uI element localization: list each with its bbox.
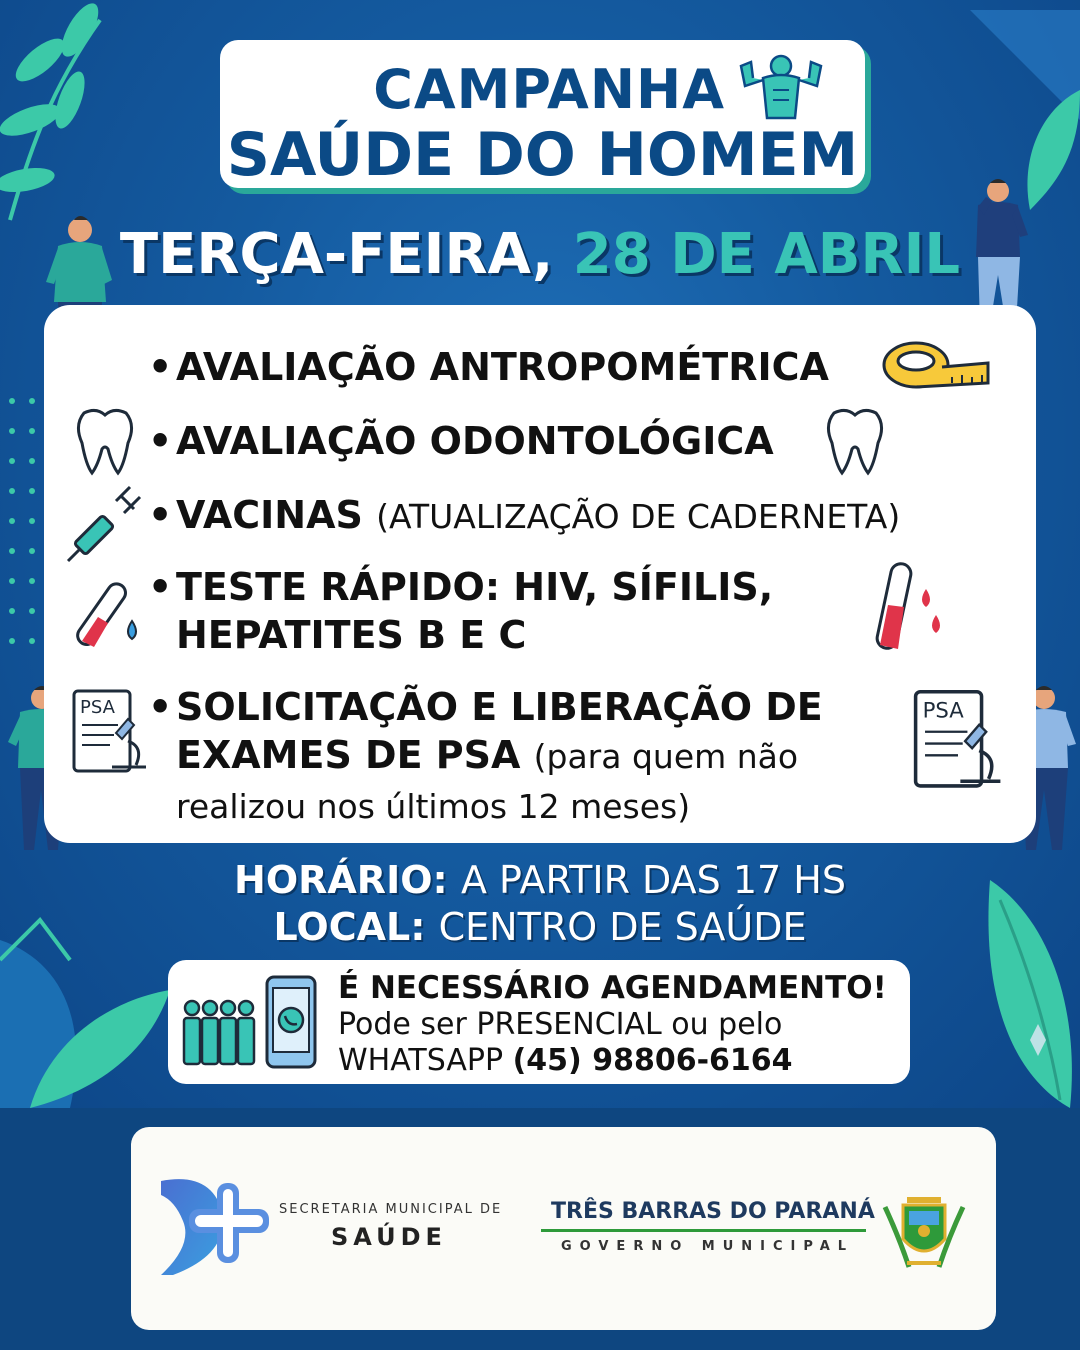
government-label: GOVERNO MUNICIPAL xyxy=(561,1239,855,1254)
dots-left-icon xyxy=(6,395,46,655)
city-name: TRÊS BARRAS DO PARANÁ xyxy=(551,1199,875,1224)
syringe-icon xyxy=(64,485,144,565)
booking-line-2: Pode ser PRESENCIAL ou pelo xyxy=(338,1007,783,1042)
test-tube-left-icon xyxy=(68,575,148,655)
whatsapp-phone-icon xyxy=(264,974,318,1070)
measuring-tape-icon xyxy=(882,337,992,397)
footer xyxy=(131,1127,996,1330)
booking-card xyxy=(168,960,910,1084)
tooth-right-icon xyxy=(824,405,886,477)
schedule-place: LOCAL: CENTRO DE SAÚDE xyxy=(273,905,807,949)
city-coat-of-arms-icon xyxy=(879,1187,969,1273)
booking-phone[interactable]: (45) 98806-6164 xyxy=(512,1043,793,1078)
health-secretariat-logo-icon xyxy=(153,1175,271,1281)
psa-left-label: PSA xyxy=(80,697,115,718)
title-line-1: CAMPANHA xyxy=(373,58,725,121)
date-weekday: TERÇA-FEIRA, xyxy=(119,222,554,287)
muscle-man-icon xyxy=(735,52,827,122)
list-item: •TESTE RÁPIDO: HIV, SÍFILIS, HEPATITES B E C xyxy=(148,565,774,657)
title-line-2: SAÚDE DO HOMEM xyxy=(226,120,859,190)
secretariat-label: SECRETARIA MUNICIPAL DE xyxy=(279,1202,503,1217)
psa-right-label: PSA xyxy=(922,697,964,723)
leaf-top-left-icon xyxy=(0,0,120,230)
people-group-icon xyxy=(180,998,260,1068)
psa-report-right-icon xyxy=(910,687,1006,793)
booking-line-3: WHATSAPP (45) 98806-6164 xyxy=(338,1043,793,1078)
services-card xyxy=(44,305,1036,843)
event-date xyxy=(0,222,1080,287)
city-divider xyxy=(541,1229,866,1232)
psa-report-left-icon xyxy=(70,687,150,777)
list-item: •SOLICITAÇÃO E LIBERAÇÃO DE EXAMES DE PSA (para quem não realizou nos últimos 12 meses) xyxy=(148,685,823,826)
tooth-left-icon xyxy=(74,405,136,477)
schedule-time: HORÁRIO: A PARTIR DAS 17 HS xyxy=(234,858,846,902)
list-item: •AVALIAÇÃO ODONTOLÓGICA xyxy=(148,419,774,463)
booking-title: É NECESSÁRIO AGENDAMENTO! xyxy=(338,970,887,1006)
list-item: •VACINAS (ATUALIZAÇÃO DE CADERNETA) xyxy=(148,493,901,537)
title-card xyxy=(220,40,865,188)
date-day: 28 DE ABRIL xyxy=(572,222,961,287)
test-tube-right-icon xyxy=(874,559,954,655)
secretariat-name: SAÚDE xyxy=(331,1223,447,1251)
list-item: •AVALIAÇÃO ANTROPOMÉTRICA xyxy=(148,345,829,389)
